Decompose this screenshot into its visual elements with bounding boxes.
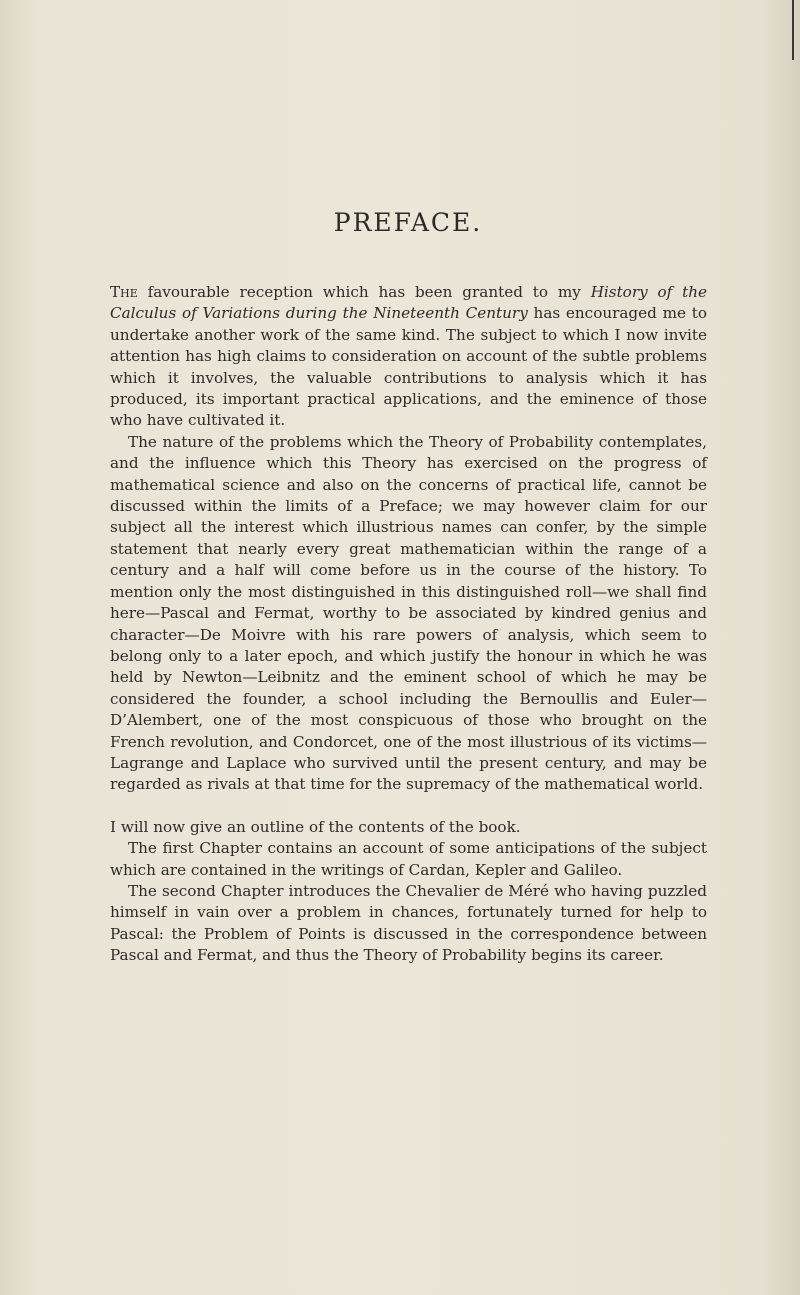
page-edge-fold	[792, 0, 794, 60]
paragraph-1-lead-word: The	[110, 283, 138, 301]
paragraph-2: The nature of the problems which the Theory of Probability contemplates, and the influence which this Theory has exercised on the progress of mathematical science and also on the concerns of practical life, cannot be discussed within the limits of a Preface; we may however claim for our subject all the interest which illustrious names can confer, by the simple statement that nearly every great mathematician within the range of a century and a half will come before us in the course of the history. To mention only the most distinguished in this distinguished roll—we shall find here—Pascal and Fermat, worthy to be associated by kindred genius and character—De Moivre with his rare powers of analysis, which seem to belong only to a later epoch, and which justify the honour in which he was held by Newton—Leibnitz and the eminent school of which he may be considered the founder, a school including the Bernoullis and Euler—D’Alembert, one of the most conspicuous of those who brought on the French revolution, and Condorcet, one of the most illustrious of its victims—Lagrange and Laplace who survived until the present century, and may be regarded as rivals at that time for the supremacy of the mathematical world.	[110, 432, 707, 794]
paragraph-1	[110, 282, 707, 432]
paragraph-1-text-b: has encouraged me to undertake another work of the same kind. The subject to which I now invite attention has high claims to consideration on account of the subtle problems which it involves, the valuable contributions to analysis which it has produced, its important practical applications, and the eminence of those who have cultivated it.	[110, 304, 707, 430]
book-title-reference: History of the Calculus of Variations during the Nineteenth Century	[110, 283, 707, 323]
paragraph-1-text-a: favourable reception which has been granted to my	[137, 283, 591, 301]
preface-body	[110, 282, 707, 967]
paragraph-4: The first Chapter contains an account of some anticipations of the subject which are contained in the writings of Cardan, Kepler and Galileo.	[110, 839, 707, 879]
paragraph-5: The second Chapter introduces the Chevalier de Méré who having puzzled himself in vain over a problem in chances, fortunately turned for help to Pascal: the Problem of Points is discussed in the correspondence between Pascal and Fermat, and thus the Theory of Probability begins its career.	[110, 881, 707, 965]
page-heading: PREFACE.	[333, 208, 483, 237]
paragraph-3: I will now give an outline of the contents of the book.	[110, 817, 521, 836]
